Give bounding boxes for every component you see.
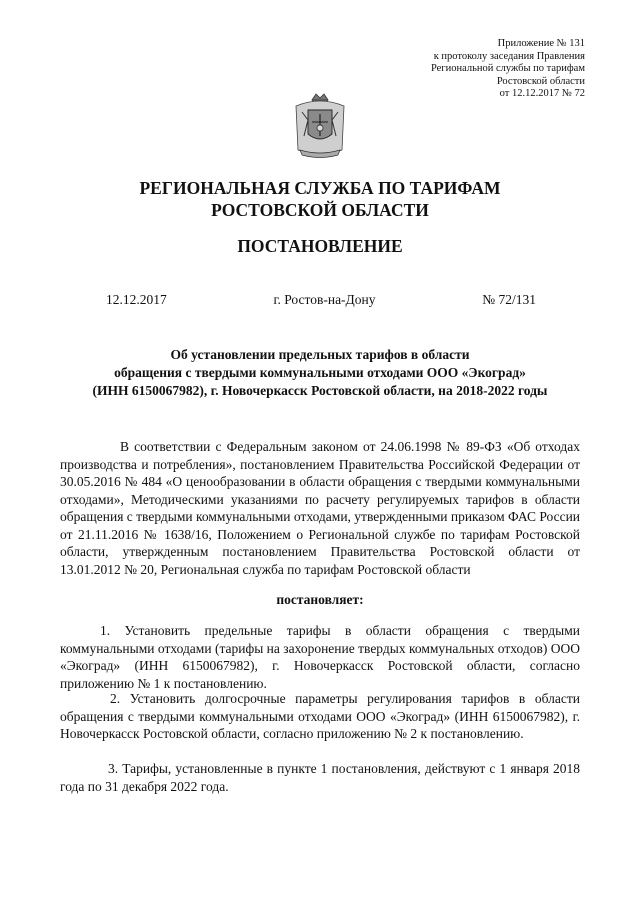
resolves-heading: постановляет: (276, 592, 364, 607)
annex-note (431, 38, 585, 101)
annex-line-4: Ростовской области (496, 75, 585, 87)
document-date: 12.12.2017 (106, 292, 167, 307)
annex-line-3: Региональной службы по тарифам (430, 63, 585, 74)
preamble-paragraph: В соответствии с Федеральным законом от 24.06.1998 № 89-ФЗ «Об отходах производства и потребления», постановлением Правительства Российской Федерации от 30.05.2016 № 484 «О ценообразовании в области обращения с твердыми коммунальными отходами», Методическими указаниями по расчету регулируемых тарифов в области обращения с твердыми коммунальными отходами, утвержденными приказом ФАС России от 21.11.2016 № 1638/16, Положением о Региональной службе по тарифам Ростовской области, утвержденным постановлением Правительства Ростовской области от 13.01.2012 № 20, Региональная служба по тарифам Ростовской области (60, 439, 581, 577)
document-meta (106, 292, 536, 308)
document-type: ПОСТАНОВЛЕНИЕ (237, 236, 403, 256)
clause-2: 2. Установить долгосрочные параметры регулирования тарифов в области обращения с твердыми коммунальными отходами ООО «Экоград» (ИНН 6150067982), г. Новочеркасск Ростовской области, согласно приложению № 2 к постановлению. (60, 691, 580, 741)
subject-line-1: Об установлении предельных тарифов в области (170, 347, 470, 362)
clause-3: 3. Тарифы, установленные в пункте 1 постановления, действуют с 1 января 2018 года по 31 декабря 2022 года. (60, 761, 580, 794)
document-number: № 72/131 (482, 292, 536, 307)
organization-name (0, 177, 640, 221)
annex-line-1: Приложение № 131 (497, 38, 585, 49)
organization-line-2: РОСТОВСКОЙ ОБЛАСТИ (211, 200, 429, 220)
coat-of-arms-icon (290, 92, 350, 162)
subject-line-3: (ИНН 6150067982), г. Новочеркасск Ростовской области, на 2018-2022 годы (92, 383, 548, 398)
subject-line-2: обращения с твердыми коммунальными отходами ООО «Экоград» (114, 365, 526, 380)
annex-line-5: от 12.12.2017 № 72 (499, 88, 585, 99)
annex-line-2: к протоколу заседания Правления (433, 50, 585, 62)
clause-1: 1. Установить предельные тарифы в области обращения с твердыми коммунальными отходами (тарифы на захоронение твердых коммунальных отходов) ООО «Экоград» (ИНН 6150067982), г. Новочеркасск Ростовской области, согласно приложению № 1 к постановлению. (60, 623, 580, 691)
organization-line-1: РЕГИОНАЛЬНАЯ СЛУЖБА ПО ТАРИФАМ (139, 178, 501, 198)
document-place: г. Ростов-на-Дону (273, 292, 376, 307)
document-subject (60, 346, 580, 400)
